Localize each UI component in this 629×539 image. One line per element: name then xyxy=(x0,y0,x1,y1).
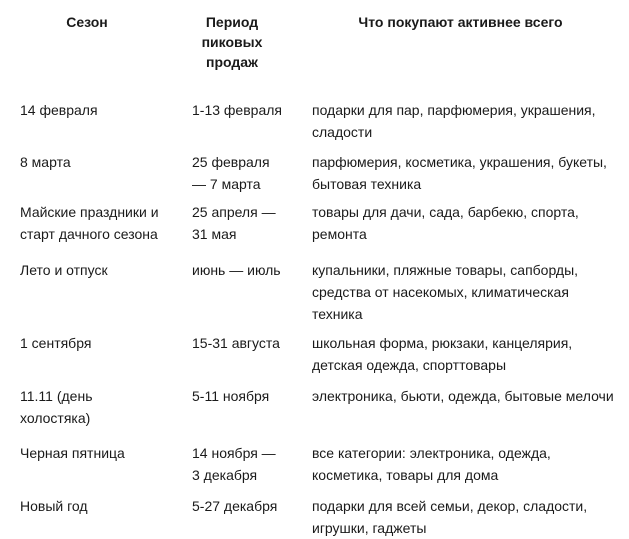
table-row xyxy=(0,442,629,495)
header-season: Сезон xyxy=(66,14,108,30)
cell-goods: подарки для всей семьи, декор, сладости, игрушки, гаджеты xyxy=(312,498,588,536)
table-row xyxy=(0,143,629,201)
header-goods: Что покупают активнее всего xyxy=(358,14,563,30)
cell-season: 14 февраля xyxy=(20,102,98,118)
cell-season: 8 марта xyxy=(20,154,71,170)
cell-period: 25 февраля — 7 марта xyxy=(192,154,270,192)
cell-season: 11.11 (день холостяка) xyxy=(20,388,93,426)
cell-period: июнь — июль xyxy=(192,262,281,278)
cell-goods: парфюмерия, косметика, украшения, букеты, бытовая техника xyxy=(312,154,607,192)
cell-season: Майские праздники и старт дачного сезона xyxy=(20,204,159,242)
table-row xyxy=(0,332,629,385)
table-row xyxy=(0,259,629,332)
cell-period: 1-13 февраля xyxy=(192,102,282,118)
cell-period: 25 апреля — 31 мая xyxy=(192,204,276,242)
cell-period: 15-31 августа xyxy=(192,335,280,351)
table-row xyxy=(0,85,629,143)
cell-season: Новый год xyxy=(20,498,88,514)
cell-period: 5-11 ноября xyxy=(192,388,270,404)
cell-season: Черная пятница xyxy=(20,445,125,461)
cell-goods: товары для дачи, сада, барбекю, спорта, ремонта xyxy=(312,204,579,242)
cell-goods: купальники, пляжные товары, сапборды, средства от насекомых, климатическая техника xyxy=(312,262,579,322)
cell-season: 1 сентября xyxy=(20,335,92,351)
cell-goods: электроника, бьюти, одежда, бытовые мелочи xyxy=(312,388,614,404)
cell-period: 5-27 декабря xyxy=(192,498,278,514)
cell-goods: все категории: электроника, одежда, косметика, товары для дома xyxy=(312,445,551,483)
table-header-row xyxy=(0,0,629,85)
table-row xyxy=(0,385,629,442)
cell-goods: школьная форма, рюкзаки, канцелярия, детская одежда, спорттовары xyxy=(312,335,573,373)
table-row xyxy=(0,495,629,539)
cell-season: Лето и отпуск xyxy=(20,262,108,278)
cell-goods: подарки для пар, парфюмерия, украшения, сладости xyxy=(312,102,596,140)
cell-period: 14 ноября — 3 декабря xyxy=(192,445,276,483)
header-period: Период пиковых продаж xyxy=(201,14,263,70)
table-row xyxy=(0,201,629,259)
